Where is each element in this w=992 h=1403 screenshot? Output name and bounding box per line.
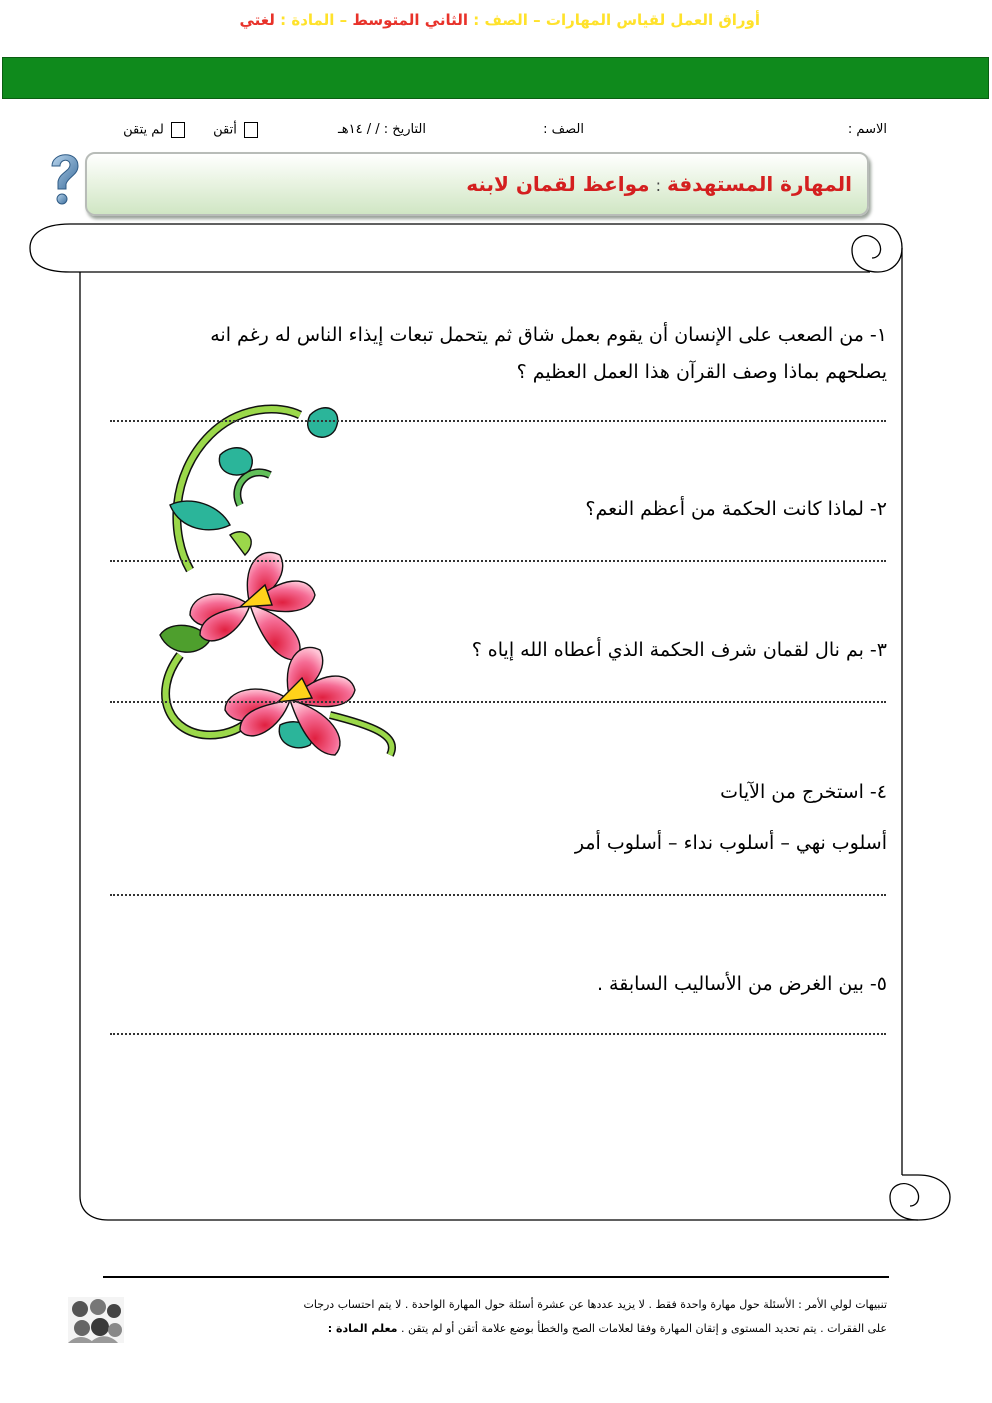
footer-divider [103, 1276, 889, 1278]
mastered-label: أتقن [213, 122, 237, 138]
question-4-styles: أسلوب نهي – أسلوب نداء – أسلوب أمر [574, 832, 887, 854]
header-class-value: الثاني المتوسط [352, 11, 469, 29]
name-field[interactable]: الاسم : [847, 122, 887, 137]
question-4: ٤- استخرج من الآيات [720, 781, 887, 803]
question-1-line-2: يصلحهم بماذا وصف القرآن هذا العمل العظيم ؟ [516, 361, 887, 383]
people-image-icon [68, 1297, 124, 1343]
answer-line-1[interactable] [110, 420, 886, 422]
skill-label: المهارة المستهدفة [666, 172, 852, 196]
header-part1: أوراق العمل لقياس المهارات [545, 11, 760, 29]
answer-line-2[interactable] [110, 560, 886, 562]
header-subject-label: المادة : [274, 11, 335, 29]
flower-decoration-icon [150, 395, 412, 765]
teacher-label: معلم المادة : [327, 1322, 398, 1335]
answer-line-3[interactable] [110, 701, 886, 703]
footer-note-text: على الفقرات . يتم تحديد المستوى و إتقان المهارة وفقا لعلامات الصح والخطأ بوضع علامة أتقن أو لم يتقن . [401, 1322, 887, 1335]
question-2: ٢- لماذا كانت الحكمة من أعظم النعم؟ [585, 498, 887, 520]
skill-title: مواعظ لقمان لابنه [466, 172, 650, 196]
header-dash-2: – [334, 11, 353, 29]
question-1-line-1: ١- من الصعب على الإنسان أن يقوم بعمل شاق ثم يتحمل تبعات إيذاء الناس له رغم انه [210, 324, 887, 346]
date-field[interactable]: التاريخ : / / ١٤هـ [337, 122, 426, 137]
not-mastered-label: لم يتقن [123, 122, 164, 138]
answer-line-5[interactable] [110, 1033, 886, 1035]
question-5: ٥- بين الغرض من الأساليب السابقة . [596, 973, 887, 995]
question-3: ٣- بم نال لقمان شرف الحكمة الذي أعطاه الله إياه ؟ [471, 639, 887, 661]
skill-separator: : [655, 176, 661, 195]
footer-note-line-1: تنبيهات لولي الأمر : الأسئلة حول مهارة واحدة فقط . لا يزيد عددها عن عشرة أسئلة حول المهارة الواحدة . لا يتم احتساب درجات [303, 1298, 887, 1311]
answer-line-4[interactable] [110, 894, 886, 896]
header-class-label: الصف : [468, 11, 528, 29]
class-field[interactable]: الصف : [543, 122, 584, 137]
footer-note-line-2 [328, 1322, 887, 1335]
header-dash-1: – [527, 11, 546, 29]
header-subject-value: لغتي [239, 11, 275, 29]
